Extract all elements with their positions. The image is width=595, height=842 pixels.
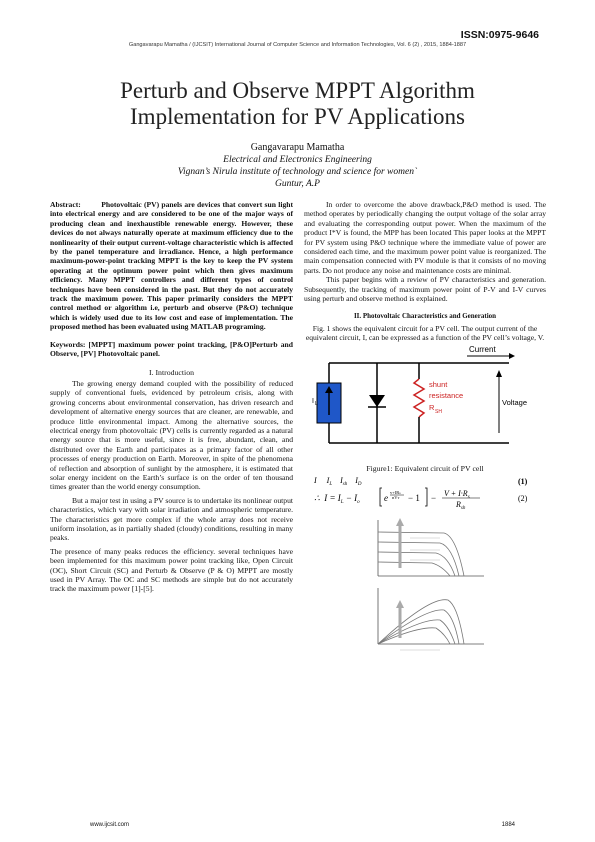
label-current: Current [469, 344, 496, 354]
intro-paragraph-3: The presence of many peaks reduces the efficiency. several techniques have been implemented for this maximum power point tracking like, Open Circuit (OC), Short Circuit (SC) and Perturb & Observe (P & O) MPPT are mostly used in PV Array. The OC and SC methods are simple but do not accurately track the maximum power [1]-[5]. [50, 546, 293, 594]
svg-text:V + I·Rs: $V + I\cdot R_s$ [444, 488, 470, 500]
author-name: Gangavarapu Mamatha [250, 142, 345, 153]
keywords: Keywords: [MPPT] maximum power point tracking, [P&O]Perturb and Observe, [PV] Photovoltaic panel. [50, 339, 293, 359]
iv-pv-curves-figure [304, 510, 546, 660]
right-column [304, 200, 546, 660]
svg-text:− 1: − 1 [408, 492, 420, 503]
label-shunt: shunt [429, 379, 448, 389]
author-city: Guntur, A.P [275, 179, 320, 189]
svg-text:v+IRs: v+IRs [390, 489, 401, 495]
figure-1 [304, 343, 546, 474]
diode-icon [369, 395, 385, 407]
issn: ISSN:0975-9646 [460, 29, 539, 41]
footer-page-number: 1884 [501, 822, 515, 828]
label-il: I [312, 397, 314, 405]
right-paragraph-2: This paper begins with a review of PV characteristics and generation. Subsequently, the tracking of maximum power point of P-V and I-V curves using perturb and observe method is explained. [304, 275, 546, 304]
equivalent-circuit-diagram [309, 343, 541, 459]
label-voltage: Voltage [502, 397, 528, 407]
svg-text:e: e [384, 492, 388, 503]
svg-text:Rsh: $R_{sh}$ [456, 499, 466, 511]
left-column [50, 200, 293, 594]
abstract-label: Abstract: [50, 200, 81, 209]
author-block [60, 142, 535, 190]
eq1-number: (1) [518, 476, 528, 486]
intro-paragraph-1: The growing energy demand coupled with the possibility of reduced supply of conventional fuels, evidenced by petroleum crisis, along with growing concerns about environmental conservation, has driven research and development of alternative energy sources that are cleaner, are renewable, and produce little environmental impact. Among the alternative sources, the electrical energy from photovoltaic (PV) cells is currently regarded as a natural energy source that is more useful, since it is free, abundant, clean, and distributed over the Earth and participates as a primary factor of all other processes of energy production on Earth. Moreover, in spite of the phenomena of reflection and absorption of sunlight by the atmosphere, it is estimated that solar energy incident on the Earth’s surface is on the order of ten thousand times greater than the world energy consumption. [50, 378, 293, 492]
footer-site: www.ijcsit.com [90, 822, 130, 828]
running-header: Gangavarapu Mamatha / (IJCSIT) International Journal of Computer Science and Information Technologies, Vol. 6 (2) , 2015, 1884-1887 [128, 42, 467, 48]
svg-text:I IL Ish ID: I $I_L$ $I_{sh}$ $I_D$ [314, 475, 362, 487]
resistor-icon [414, 379, 424, 417]
label-il-sub: L [315, 400, 318, 407]
svg-text:nVT: nVT [392, 494, 400, 500]
svg-text:−: − [431, 492, 437, 503]
author-institution: Vignan’s Nirula institute of technology and science for women` [177, 167, 418, 177]
title-line-1: Perturb and Observe MPPT Algorithm [120, 78, 475, 103]
intro-paragraph-2: But a major test in using a PV source is to undertake its nonlinear output characteristics, which vary with solar irradiation and atmospheric temperature. The characteristics get more complex if the whole array does not receive uniform insolation, as in partially shaded (cloudy) conditions, resulting in many peaks. [50, 495, 293, 543]
abstract-text: Photovoltaic (PV) panels are devices that convert sun light into electrical energy and are considered to be one of the major ways of producing clean and inexhaustible renewable energy. However, these devices do not always naturally operate at maximum efficiency due to the nonlinearity of their output current-voltage characteristic which is affected by the panel temperature and irradiance. Hence, a high performance maximum-power-point tracking MPPT is the key to keep the PV system operating at the optimum power point which then gives maximum efficiency. Many MPPT controllers and different types of control techniques have been considered in the past. But they do not accurately track the maximum power. This paper primarily considers the MPPT control method or algorithm i.e, perturb and observe (P&O) technique which is widely used due to its low cost and ease of implementation. The proposed method has been evaluated using MATLAB programing. [50, 200, 293, 332]
right-paragraph-3: Fig. 1 shows the equivalent circuit for a PV cell. The output current of the equivalent circuit, I, can be expressed as a function of the PV cell’s voltage, V. [305, 323, 545, 343]
svg-text:∴ I = IL − Io: ∴ $I = I_L - I_o$ [314, 492, 360, 505]
iv-pv-curves-image [360, 510, 490, 658]
section-heading-2: II. Photovoltaic Characteristics and Generation [353, 312, 497, 321]
paper-title [40, 78, 555, 130]
abstract [50, 200, 293, 332]
label-r-sub: SH [435, 408, 442, 415]
title-line-2: Implementation for PV Applications [130, 104, 465, 129]
author-dept: Electrical and Electronics Engineering [223, 155, 372, 165]
right-paragraph-1: In order to overcome the above drawback,P&O method is used. The method operates by periodically changing the output voltage of the solar array and evaluating the corresponding output power. When the maximum of the product I*V is found, the MPP has been located This paper looks at the MPPT for PV system using P&O technique where the immediate value of power are considered each time, and the maximum power point value is reorganized. The main compensation connected with PV module is that it consists of no moving parts. Do not produce any noise and maintenance costs are minimal. [304, 200, 546, 275]
equations [304, 474, 546, 511]
eq2-number: (2) [518, 493, 528, 503]
label-r: R [429, 402, 435, 412]
label-resistance: resistance [429, 390, 464, 400]
section-heading-1: I. Introduction [148, 367, 195, 377]
equation-image [304, 474, 546, 511]
figure-1-caption: Figure1: Equivalent circuit of PV cell [366, 464, 484, 474]
